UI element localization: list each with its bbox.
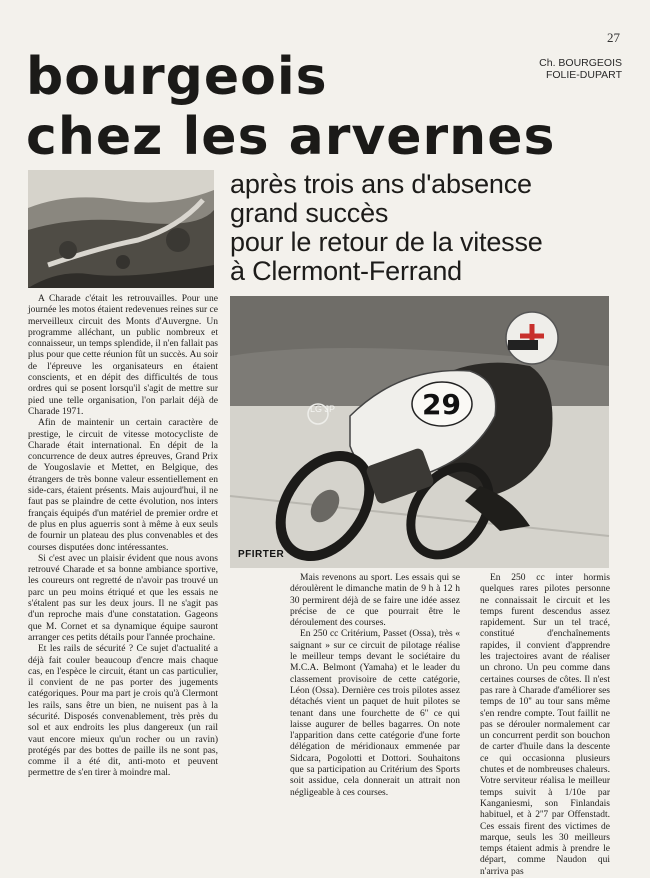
article-paragraph: Afin de maintenir un certain caractère de prestige, le circuit de vitesse motocycliste de Charade était international. En dépit de la concurrence de deux autres épreuves, Grand Prix de Yougoslavie et Mettet, en Belgique, des étrangers de très bonne valeur essentiellement en side-cars, étaient présents. Mais aujourd'hui, il ne faut pas se plaindre de cette évolution, nos inters français équipés d'un matériel de premier ordre et de plus en plus aguerris sont à même à eux seuls de fournir un plateau des plus convenables et des courses disputées donc intéressantes. [28,418,218,553]
headline-line: bourgeois [26,47,328,107]
article-paragraph: A Charade c'était les retrouvailles. Pour une journée les motos étaient redevenues reines sur ce merveilleux circuit des Monts d'Auvergne. Un programme alléchant, un public nombreux et connaisseur, un temps splendide, il n'en fallait pas plus pour que cette réunion fût un succès. Au soir de l'épreuve les organisateurs en étaient conscients, et en dépit des difficultés de tous ordres qui se posent lorsqu'il s'agit de mettre sur pied une telle organisation, l'on parlait déjà de Charade 1971. [28,294,218,417]
photo-watermark: LG JP [310,404,336,414]
article-paragraph: Si c'est avec un plaisir évident que nous avons retrouvé Charade et sa bonne ambiance sportive, les coureurs ont regretté de n'avoir pas trouvé un parc un peu moins étriqué et que les essais ne s'étalent pas sur les deux jours. Il ne s'agit pas d'un reproche mais d'une constatation. Gageons que M. Cornet et sa dynamique équipe sauront arranger ces petits détails pour l'année prochaine. [28,553,218,643]
circuit-landscape-illustration [28,170,214,288]
article-paragraph: En 250 cc Critérium, Passet (Ossa), très « saignant » sur ce circuit de pilotage réalise le meilleur temps devant le sociétaire du M.C.A. Belmont (Yamaha) et le leader du classement provisoire de cette catégorie, Léon (Ossa). Dernière ces trois pilotes assez détachés vient un paquet de huit pilotes se tenant dans une fourchette de 6'' ce qui laisse augurer de belles bagarres. On note l'apparition dans cette catégorie d'une forte délégation de méridionaux emmenée par Sidcara, Pogolotti et Dottori. Souhaitons que sa participation au Critérium des Sports soit assidue, cela donnerait un attrait non négligeable à ces courses. [290,629,460,798]
motorcycle-rider-illustration [230,296,609,568]
author-name: FOLIE-DUPART [545,69,622,81]
article-column-3 [480,573,610,877]
author-byline [470,57,622,81]
page-number: 27 [607,30,620,45]
subheadline-line: pour le retour de la vitesse [230,227,543,257]
article-paragraph: En 250 cc inter hormis quelques rares pilotes personne ne connaissait le circuit et les temps furent descendus assez rapidement. Sur un tel tracé, constitué d'enchaînements rapides, il convient d'apprendre les trajectoires avant de réaliser un chrono. Un peu comme dans certaines courses de côtes. Il n'est pas rare à Charade d'améliorer ses temps de 10'' au tour sans même s'en rendre compte. Tout faillit ne pas se dérouler normalement car un concurrent perdit son bouchon de carter d'huile dans la descente ce qui occasionna plusieurs chutes et de nombreuses chaleurs. Votre serviteur réalisa le meilleur temps suivit à 1/10e par Kanganiesmi, son Finlandais habituel, et à 2''7 par Offenstadt. Ces essais firent des victimes de marque, seuls les 30 meilleurs temps étaient admis à prendre le départ, comme Naudon qui n'arriva pas [480,573,610,877]
rider-photo [230,296,609,568]
photo-caption: PFIRTER [238,549,285,560]
subheadline-line: grand succès [230,198,389,228]
author-name: Ch. BOURGEOIS [539,57,622,69]
subheadline-line: à Clermont-Ferrand [230,256,462,286]
headline-line: chez les arvernes [26,107,556,167]
subheadline [230,170,630,286]
article-paragraph: Et les rails de sécurité ? Ce sujet d'actualité a déjà fait couler beaucoup d'encre mais chaque cas, en l'espèce le circuit, étant un cas particulier, il convient de ne pas porter des jugements catégoriques. Pour ma part je crois qu'à Clermont les rails, sans être un bien, ne nuisent pas à la sécurité. Disposés convenablement, très près du sol et aux endroits les plus dangereux (un rail vaut encore mieux qu'un rocher ou un ravin) protégés par des bottes de paille ils ne sont pas, comme il a été dit, anti-moto et peuvent permettre de s'en tirer à moindre mal. [28,644,218,779]
circuit-landscape-photo [28,170,214,288]
article-column-1 [28,294,218,822]
race-number: 29 [422,388,461,421]
subheadline-line: après trois ans d'absence [230,169,532,199]
article-column-2 [290,573,460,825]
article-paragraph: Mais revenons au sport. Les essais qui se déroulèrent le dimanche matin de 9 h à 12 h 30 permirent déjà de se faire une idée assez précise de ce que pourrait être le déroulement des courses. [290,573,460,629]
